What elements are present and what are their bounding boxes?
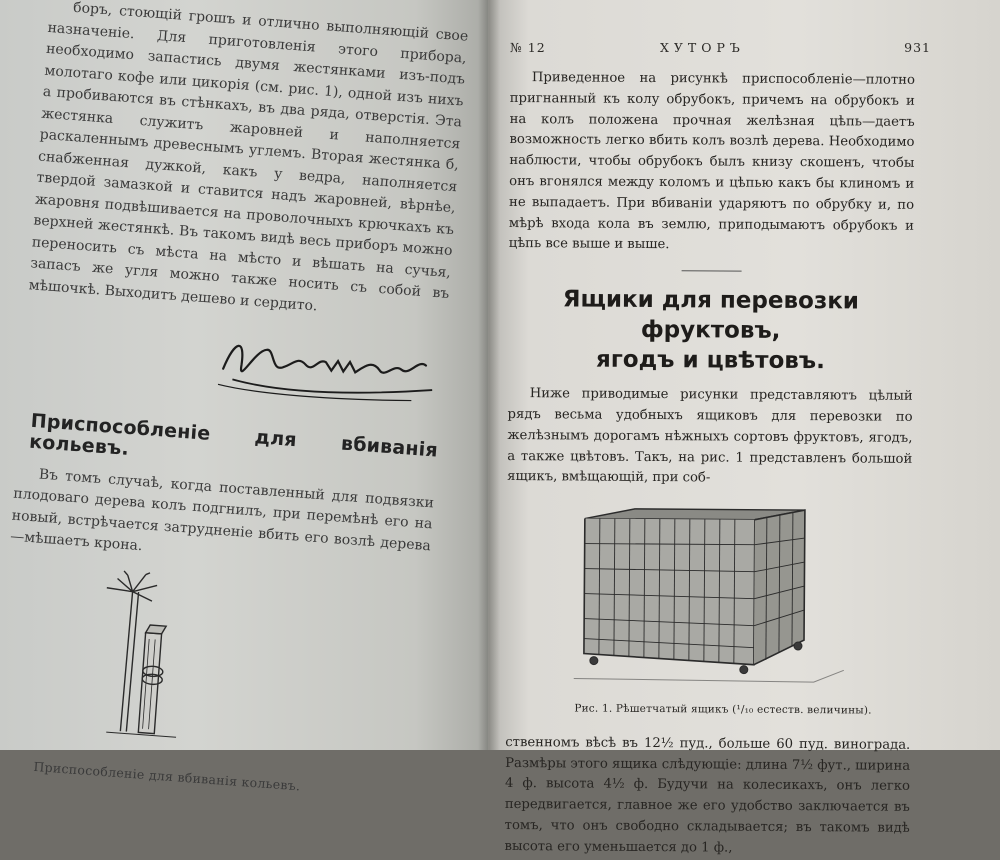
signature-image — [211, 328, 445, 409]
right-page-content — [504, 68, 915, 860]
stake-device-illustration — [76, 568, 208, 746]
section-divider — [681, 270, 741, 271]
left-section-heading: Приспособленіе для вбиванія кольевъ. — [28, 409, 439, 462]
left-page-content — [0, 0, 469, 805]
right-text-top: Приведенное на рисункѣ приспособленіе—плотно пригнанный къ колу обрубокъ, причемъ на обрубокъ и на колъ положена прочная желѣзная цѣпь—даетъ возможность легко вбить колъ возлѣ дерева. Необходимо наблюсти, чтобы обрубокъ былъ книзу скошенъ, чтобы онъ вгонялся между коломъ и цѣпью какъ бы клиномъ и не выпадаетъ. При вбиваніи ударяютъ по обрубку и, по мѣрѣ входа кола въ землю, приподымаютъ обрубокъ и цѣпь все выше и выше. — [508, 70, 915, 253]
page-number: 931 — [904, 40, 931, 55]
left-page — [0, 0, 488, 794]
book-gutter — [478, 0, 500, 750]
heading-line-2: ягодъ и цвѣтовъ. — [595, 346, 825, 375]
right-section-heading — [508, 284, 914, 377]
journal-title: ХУТОРЪ — [660, 40, 745, 55]
right-page — [488, 0, 1000, 856]
left-figure-caption: Приспособленіе для вбиванія кольевъ. — [32, 758, 301, 794]
heading-line-1: Ящики для перевозки фруктовъ, — [562, 286, 860, 345]
left-text-top: боръ, стоющій грошъ и отлично выполняющій свое назначеніе. Для приготовленія этого прибора, необходимо запастись двумя жестянками изъ-подъ молотаго кофе или цикорія (см. рис. 1), одной изъ нихъ а пробиваются въ стѣнкахъ, въ два ряда, отверстія. Эта жестянка служитъ жаровней и наполняется раскаленнымъ древеснымъ углемъ. Вторая жестянка б, снабженная дужкой, какъ у ведра, наполняется твердой замазкой и ставится надъ жаровней, вѣрнѣе, жаровня подвѣшивается на проволочныхъ крючкахъ къ верхней жестянкѣ. Въ такомъ видѣ весь приборъ можно переносить съ мѣста на мѣсто и вѣшать на сучья, запасъ же угля можно также носить съ собой въ мѣшочкѣ. Выходитъ дешево и сердито. — [28, 0, 469, 314]
issue-number: № 12 — [510, 40, 546, 55]
left-text-bottom: Въ томъ случаѣ, когда поставленный для подвязки плодоваго дерева колъ подгнилъ, при перемѣнѣ его на новый, встрѣчается затрудненіе вбить его возлѣ дерева—мѣшаетъ крона. — [9, 465, 435, 555]
right-text-middle: Ниже приводимые рисунки представляютъ цѣлый рядъ весьма удобныхъ ящиковъ для перевозки по желѣзнымъ дорогамъ нѣжныхъ сортовъ фруктовъ, ягодъ, а также цвѣтовъ. Такъ, на рис. 1 представленъ большой ящикъ, вмѣщающій, при соб- — [507, 386, 913, 486]
right-figure-caption: Рис. 1. Рѣшетчатый ящикъ (¹/₁₀ естеств. величины). — [574, 702, 872, 717]
running-head — [510, 40, 931, 60]
lattice-crate-illustration — [554, 498, 855, 690]
right-text-bottom: ственномъ вѣсѣ въ 12½ пуд., больше 60 пуд. винограда. Размѣры этого ящика слѣдующіе: длина 7½ фут., ширина 4 ф. высота 4½ ф. Будучи на колесикахъ, онъ легко передвигается, главное же его удобство заключается въ томъ, что онъ свободно складывается; въ такомъ видѣ высота его уменьшается до 1 ф., — [504, 734, 911, 856]
